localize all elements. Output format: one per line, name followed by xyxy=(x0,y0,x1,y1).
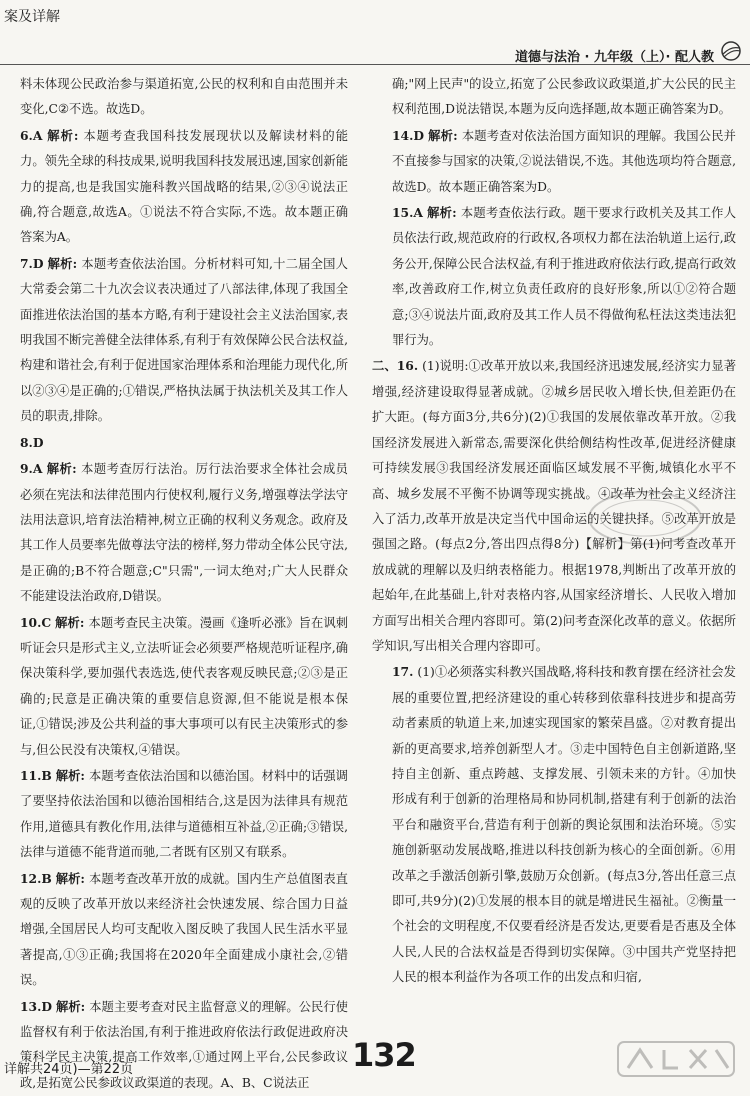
answer-q9 xyxy=(20,456,348,609)
analysis-label: 解析: xyxy=(428,127,458,143)
analysis-label: 解析: xyxy=(427,205,457,221)
answer-text: 本题考查对依法治国方面知识的理解。我国公民并不直接参与国家的决策,②说法错误,不选。其他选项均符合题意,故选D。故本题正确答案为D。 xyxy=(392,128,736,194)
answer-q10 xyxy=(20,610,348,763)
question-number: 13.D xyxy=(20,998,53,1014)
question-number: 9.A xyxy=(20,461,43,477)
analysis-label: 解析: xyxy=(47,127,79,143)
watermark-logo xyxy=(616,1038,736,1080)
answer-q8 xyxy=(20,430,348,456)
answer-text: 本题考查民主决策。漫画《逢听必涨》旨在讽刺听证会只是形式主义,立法听证会必须要严格规范听证程序,确保决策科学,要加强代表选选,使代表客观反映民意;②③是正确的;民意是正确决策的重要信息资源,但不能说是根本保证,①错误;涉及公共利益的事大事项可以有民主决策形式的参与,但公民没有决策权,④错误。 xyxy=(20,615,348,757)
left-column xyxy=(20,72,348,1096)
header-right-title: 道德与法治 · 九年级（上）· 配人教 xyxy=(515,50,714,65)
header-divider xyxy=(0,64,750,65)
answer-text: 确;"网上民声"的设立,拓宽了公民参政议政渠道,扩大公民的民主权利范围,D说法错误,本题为反向选择题,故本题正确答案为D。 xyxy=(392,77,736,117)
answer-text: (1)说明:①改革开放以来,我国经济迅速发展,经济实力显著增强,经济建设取得显著成就。②城乡居民收入增长快,但差距仍在扩大距。(每方面3分,共6分)(2)①我国的发展依靠改革开放。②我国经济发展进入新常态,需要深化供给侧结构性改革,促进经济健康可持续发展③我国经济发展还面临区域发展不平衡,城镇化水平不高、城乡发展不平衡不协调等现实挑战。④改革为社会主义经济注入了活力,改革开放是决定当代中国命运的关键抉择。⑤改革开放是强国之路。(每点2分,答出四点得8分)【解析】第(1)问考查改革开放成就的理解以及归纳表格能力。根据1978,判断出了改革开放的起始年,在此基础上,针对表格内容,从国家经济增长、人民收入增加方面写出相关合理内容即可。第(2)问考查深化改革的意义。依据所学知识,写出相关合理内容即可。 xyxy=(372,359,736,653)
analysis-label: 解析: xyxy=(47,255,78,271)
answer-q7 xyxy=(20,251,348,430)
answer-q13 xyxy=(20,994,348,1096)
analysis-label: 解析: xyxy=(55,767,85,783)
question-number: 15.A xyxy=(392,205,423,221)
answer-text: 本题考查厉行法治。厉行法治要求全体社会成员必须在宪法和法律范围内行使权利,履行义务,增强尊法学法守法用法意识,培育法治精神,树立正确的权利义务观念。政府及其工作人员要率先做尊法守法的榜样,努力带动全体公民守法,是正确的;B不符合题意;C"只需",一词太绝对;广大人民群众不能建设法治政府,D错误。 xyxy=(20,462,348,604)
header-left-text: 案及详解 xyxy=(4,9,60,25)
answer-text: 本题考查依法治国和以德治国。材料中的话强调了要坚持依法治国和以德治国相结合,这是因为法律具有规范作用,道德具有教化作用,法律与道德相互补益,②正确;③错误,法律与道德不能背道而驰,二者既有区别又有联系。 xyxy=(20,768,348,860)
answer-text: 本题考查依法治国。分析材料可知,十二届全国人大常委会第二十九次会议表决通过了八部法律,体现了我国全面推进依法治国的基本方略,有利于建设社会主义法治国家,表明我国不断完善健全法律体系,有利于有效保障公民合法权益,构建和谐社会,有利于促进国家治理体系和治理能力现代化,所以②③④是正确的;①错误,严格执法属于执法机关及其工作人员的职责,排除。 xyxy=(20,256,348,424)
question-number: 8.D xyxy=(20,434,44,450)
answer-q13end xyxy=(392,72,736,123)
question-number: 14.D xyxy=(392,127,425,143)
answer-q17 xyxy=(392,659,736,990)
analysis-label: 解析: xyxy=(56,998,86,1014)
question-number: 7.D xyxy=(20,255,44,271)
answer-text: 料未体现公民政治参与渠道拓宽,公民的权利和自由范围并未变化,C②不选。故选D。 xyxy=(20,77,348,117)
answer-q6 xyxy=(20,123,348,251)
page-number: 132 xyxy=(352,1036,416,1074)
question-number: 17. xyxy=(392,664,414,680)
answer-q11 xyxy=(20,763,348,866)
answer-q15 xyxy=(392,200,736,353)
answer-stamp xyxy=(585,488,705,548)
answer-q12 xyxy=(20,866,348,994)
answer-q14 xyxy=(392,123,736,200)
answer-text: 本题考查我国科技发展现状以及解读材料的能力。领先全球的科技成果,说明我国科技发展迅速,国家创新能力的提高,也是我国实施科教兴国战略的结果,②③④说法正确,符合题意,故选A。①说法不符合实际,不选。故本题正确答案为A。 xyxy=(20,128,348,245)
answer-text: 本题考查改革开放的成就。国内生产总值图表直观的反映了改革开放以来经济社会快速发展、综合国力日益增强,全国居民人均可支配收入图反映了我国人民生活水平显著提高,①③正确;我国将在2020年全面建成小康社会,②错误。 xyxy=(20,871,348,988)
answer-p5end xyxy=(20,72,348,123)
question-number: 6.A xyxy=(20,127,43,143)
answer-text: 本题主要考查对民主监督意义的理解。公民行使监督权有利于依法治国,有利于推进政府依法行政促进政府决策科学民主决策,提高工作效率,①通过网上平台,公民参政议政,是拓宽公民参政议政渠道的表现。A、B、C说法正 xyxy=(20,999,348,1090)
answer-text: (1)①必须落实科教兴国战略,将科技和教育摆在经济社会发展的重要位置,把经济建设的重心转移到依靠科技进步和提高劳动者素质的轨道上来,加速实现国家的繁荣昌盛。②对教育提出新的更高要求,培养创新型人才。③走中国特色自主创新道路,坚持自主创新、重点跨越、支撑发展、引领未来的方针。④加快形成有利于创新的治理格局和协同机制,搭建有利于创新的法治平台和融资平台,营造有利于创新的舆论氛围和法治环境。⑤实施创新驱动发展战略,推进以科技创新为核心的全面创新。⑥用改革之手激活创新引擎,鼓励万众创新。(每点3分,答出任意三点即可,共9分)(2)①发展的根本目的就是增进民生福祉。②衡量一个社会的文明程度,不仅要看经济是否发达,更要看是否惠及全体人民,人民的合法权益是否得到切实保障。③中国共产党坚持把人民的根本利益作为各项工作的出发点和归宿, xyxy=(392,665,736,985)
analysis-label: 解析: xyxy=(55,870,85,886)
answer-text: 本题考查依法行政。题干要求行政机关及其工作人员依法行政,规范政府的行政权,各项权力都在法治轨道上运行,政务公开,保障公民合法权益,有利于推进政府依法行政,提高行政效率,改善政府工作,树立负责任政府的良好形象,所以①②符合题意;③④说法片面,政府及其工作人员不得做徇私枉法这类违法犯罪行为。 xyxy=(392,206,736,348)
question-number: 11.B xyxy=(20,767,52,783)
analysis-label: 解析: xyxy=(55,614,85,630)
book-globe-icon xyxy=(720,40,742,62)
question-number: 10.C xyxy=(20,614,52,630)
question-number: 二、16. xyxy=(372,358,419,374)
question-number: 12.B xyxy=(20,870,52,886)
footer-left-text: 详解共24页)—第22页 xyxy=(4,1062,134,1077)
analysis-label: 解析: xyxy=(46,461,77,477)
